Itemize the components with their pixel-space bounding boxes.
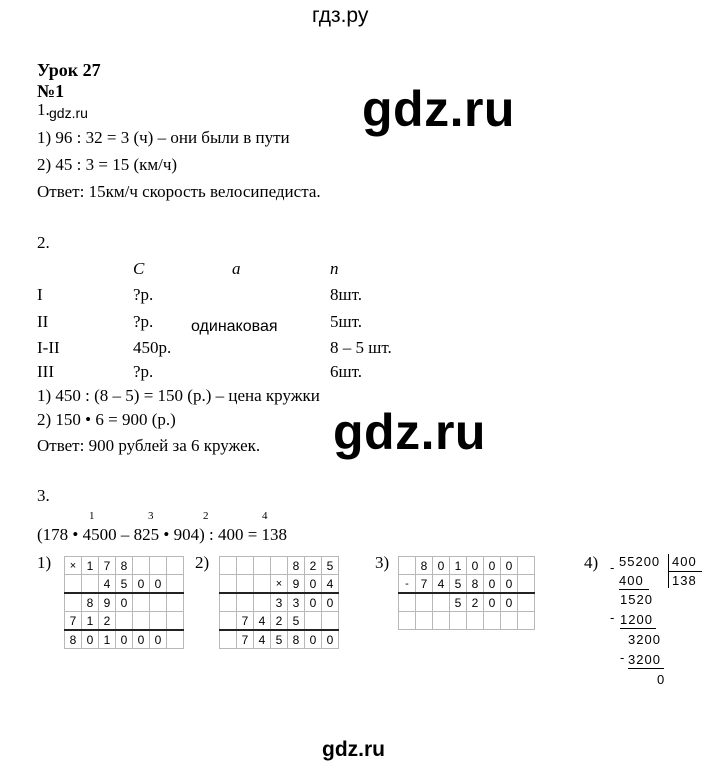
partial-line: 1200 [620, 612, 653, 627]
row-n: 8 – 5 шт. [330, 338, 392, 357]
digit-cell [450, 612, 467, 630]
row-c: ?р. [133, 312, 154, 331]
digit-cell [518, 557, 535, 575]
division-bar-horizontal [668, 571, 702, 572]
watermark-small: gdz.ru [49, 105, 88, 121]
underline [628, 668, 664, 669]
digit-cell: 5 [322, 557, 339, 575]
digit-cell: 0 [133, 575, 150, 594]
digit-cell [82, 575, 99, 594]
lesson-title: Урок 27 [37, 60, 101, 80]
digit-cell [322, 612, 339, 631]
partial-line: 1520 [620, 592, 653, 607]
digit-cell: 4 [254, 612, 271, 631]
row-label: III [37, 362, 54, 381]
digit-cell [518, 575, 535, 594]
order-mark: 4 [262, 510, 268, 522]
digit-cell: 0 [501, 557, 518, 575]
digit-cell [399, 612, 416, 630]
digit-cell [133, 612, 150, 631]
partial-line: 3200 [628, 652, 661, 667]
long-division [610, 552, 710, 702]
digit-cell [150, 593, 167, 612]
digit-cell: 2 [99, 612, 116, 631]
step1-label: 1) [37, 553, 52, 572]
row-label: II [37, 312, 49, 331]
digit-cell: 0 [133, 630, 150, 649]
digit-cell: 0 [322, 630, 339, 649]
digit-cell [150, 557, 167, 575]
digit-cell [518, 593, 535, 612]
dividend: 55200 [619, 554, 661, 569]
multiplication-grid-2 [219, 556, 339, 649]
digit-cell: 5 [450, 575, 467, 594]
row-c: ?р. [133, 362, 154, 381]
task1-answer: Ответ: 15км/ч скорость велосипедиста. [37, 182, 321, 201]
digit-cell: 4 [433, 575, 450, 594]
partial-line: 400 [619, 573, 644, 588]
watermark-middle: gdz.ru [333, 404, 486, 460]
quotient: 138 [672, 573, 697, 588]
digit-cell: 8 [288, 630, 305, 649]
digit-cell [167, 593, 184, 612]
partial-line: 0 [657, 672, 666, 687]
digit-cell: 9 [288, 575, 305, 594]
digit-cell: 8 [65, 630, 82, 649]
digit-cell [305, 612, 322, 631]
digit-cell [65, 575, 82, 594]
task3-expression: (178 • 4500 – 825 • 904) : 400 = 138 [37, 525, 288, 544]
row-n: 6шт. [330, 362, 362, 381]
underline [619, 589, 649, 590]
digit-cell [220, 630, 237, 649]
digit-cell [518, 612, 535, 630]
digit-cell [467, 612, 484, 630]
digit-cell: 1 [82, 557, 99, 575]
digit-cell: 0 [484, 557, 501, 575]
divisor: 400 [672, 554, 697, 569]
digit-cell: 0 [150, 630, 167, 649]
digit-cell: 7 [237, 630, 254, 649]
step2-label: 2) [195, 553, 210, 572]
column-header-n: n [330, 259, 339, 278]
column-header-c: С [133, 259, 145, 278]
multiplication-grid-1 [64, 556, 184, 649]
digit-cell [399, 593, 416, 612]
digit-cell: 3 [288, 593, 305, 612]
row-c: ?р. [133, 285, 154, 304]
digit-cell: 8 [467, 575, 484, 594]
step4-label: 4) [584, 553, 599, 572]
column-header-a: а [232, 259, 241, 278]
digit-cell: 9 [99, 593, 116, 612]
minus-sign: - [610, 560, 616, 575]
digit-cell: 1 [450, 557, 467, 575]
digit-cell: 5 [116, 575, 133, 594]
digit-cell [237, 593, 254, 612]
times-sign: × [271, 575, 288, 594]
digit-cell: 7 [237, 612, 254, 631]
digit-cell [433, 593, 450, 612]
digit-cell [254, 557, 271, 575]
digit-cell [501, 612, 518, 630]
digit-cell: 5 [271, 630, 288, 649]
digit-cell [237, 557, 254, 575]
digit-cell [220, 612, 237, 631]
digit-cell [133, 557, 150, 575]
digit-cell [65, 593, 82, 612]
same-price-label: одинаковая [191, 318, 278, 335]
underline [620, 628, 656, 629]
order-mark: 1 [89, 510, 95, 522]
digit-cell: 7 [65, 612, 82, 631]
row-label: I [37, 285, 43, 304]
times-sign: × [65, 557, 82, 575]
task2-answer: Ответ: 900 рублей за 6 кружек. [37, 436, 261, 455]
digit-cell: 1 [99, 630, 116, 649]
order-mark: 3 [148, 510, 154, 522]
task1-step1: 1) 96 : 32 = 3 (ч) – они были в пути [37, 128, 290, 147]
digit-cell: 7 [99, 557, 116, 575]
row-n: 5шт. [330, 312, 362, 331]
step3-label: 3) [375, 553, 390, 572]
partial-line: 3200 [628, 632, 661, 647]
digit-cell [416, 612, 433, 630]
digit-cell [220, 593, 237, 612]
digit-cell [399, 557, 416, 575]
digit-cell [220, 575, 237, 594]
digit-cell [167, 630, 184, 649]
task2-step1: 1) 450 : (8 – 5) = 150 (р.) – цена кружки [37, 386, 320, 405]
digit-cell: 0 [484, 593, 501, 612]
digit-cell: 0 [501, 575, 518, 594]
digit-cell: 4 [99, 575, 116, 594]
digit-cell [220, 557, 237, 575]
minus-sign: - [399, 575, 416, 594]
digit-cell [167, 557, 184, 575]
row-label: I-II [37, 338, 60, 357]
digit-cell: 2 [271, 612, 288, 631]
digit-cell [167, 612, 184, 631]
digit-cell: 1 [82, 612, 99, 631]
row-n: 8шт. [330, 285, 362, 304]
digit-cell [416, 593, 433, 612]
digit-cell [484, 612, 501, 630]
digit-cell: 0 [116, 630, 133, 649]
task2-label: 2. [37, 233, 50, 252]
minus-sign: - [610, 610, 616, 625]
digit-cell: 0 [150, 575, 167, 594]
digit-cell [133, 593, 150, 612]
digit-cell [150, 612, 167, 631]
digit-cell: 8 [416, 557, 433, 575]
order-mark: 2 [203, 510, 209, 522]
exercise-number: №1 [37, 81, 65, 101]
digit-cell [116, 612, 133, 631]
digit-cell: 5 [450, 593, 467, 612]
digit-cell: 0 [82, 630, 99, 649]
digit-cell: 0 [322, 593, 339, 612]
digit-cell: 4 [322, 575, 339, 594]
digit-cell: 0 [501, 593, 518, 612]
site-header[interactable]: гдз.ру [312, 4, 369, 27]
digit-cell: 0 [305, 593, 322, 612]
digit-cell: 0 [305, 575, 322, 594]
digit-cell: 0 [484, 575, 501, 594]
watermark-top: gdz.ru [362, 81, 515, 137]
digit-cell [167, 575, 184, 594]
task1-label: 1. [37, 100, 50, 119]
digit-cell: 7 [416, 575, 433, 594]
task2-step2: 2) 150 • 6 = 900 (р.) [37, 410, 176, 429]
digit-cell [254, 593, 271, 612]
digit-cell: 8 [82, 593, 99, 612]
digit-cell: 3 [271, 593, 288, 612]
digit-cell [254, 575, 271, 594]
digit-cell: 2 [467, 593, 484, 612]
digit-cell: 0 [467, 557, 484, 575]
digit-cell [237, 575, 254, 594]
digit-cell: 4 [254, 630, 271, 649]
digit-cell: 5 [288, 612, 305, 631]
digit-cell: 8 [116, 557, 133, 575]
row-c: 450р. [133, 338, 172, 357]
subtraction-grid [398, 556, 535, 630]
task3-label: 3. [37, 486, 50, 505]
digit-cell: 0 [116, 593, 133, 612]
task1-step2: 2) 45 : 3 = 15 (км/ч) [37, 155, 178, 174]
digit-cell: 0 [433, 557, 450, 575]
footer-watermark[interactable]: gdz.ru [322, 738, 385, 761]
digit-cell [271, 557, 288, 575]
digit-cell: 8 [288, 557, 305, 575]
digit-cell: 2 [305, 557, 322, 575]
digit-cell [433, 612, 450, 630]
minus-sign: - [620, 650, 626, 665]
digit-cell: 0 [305, 630, 322, 649]
